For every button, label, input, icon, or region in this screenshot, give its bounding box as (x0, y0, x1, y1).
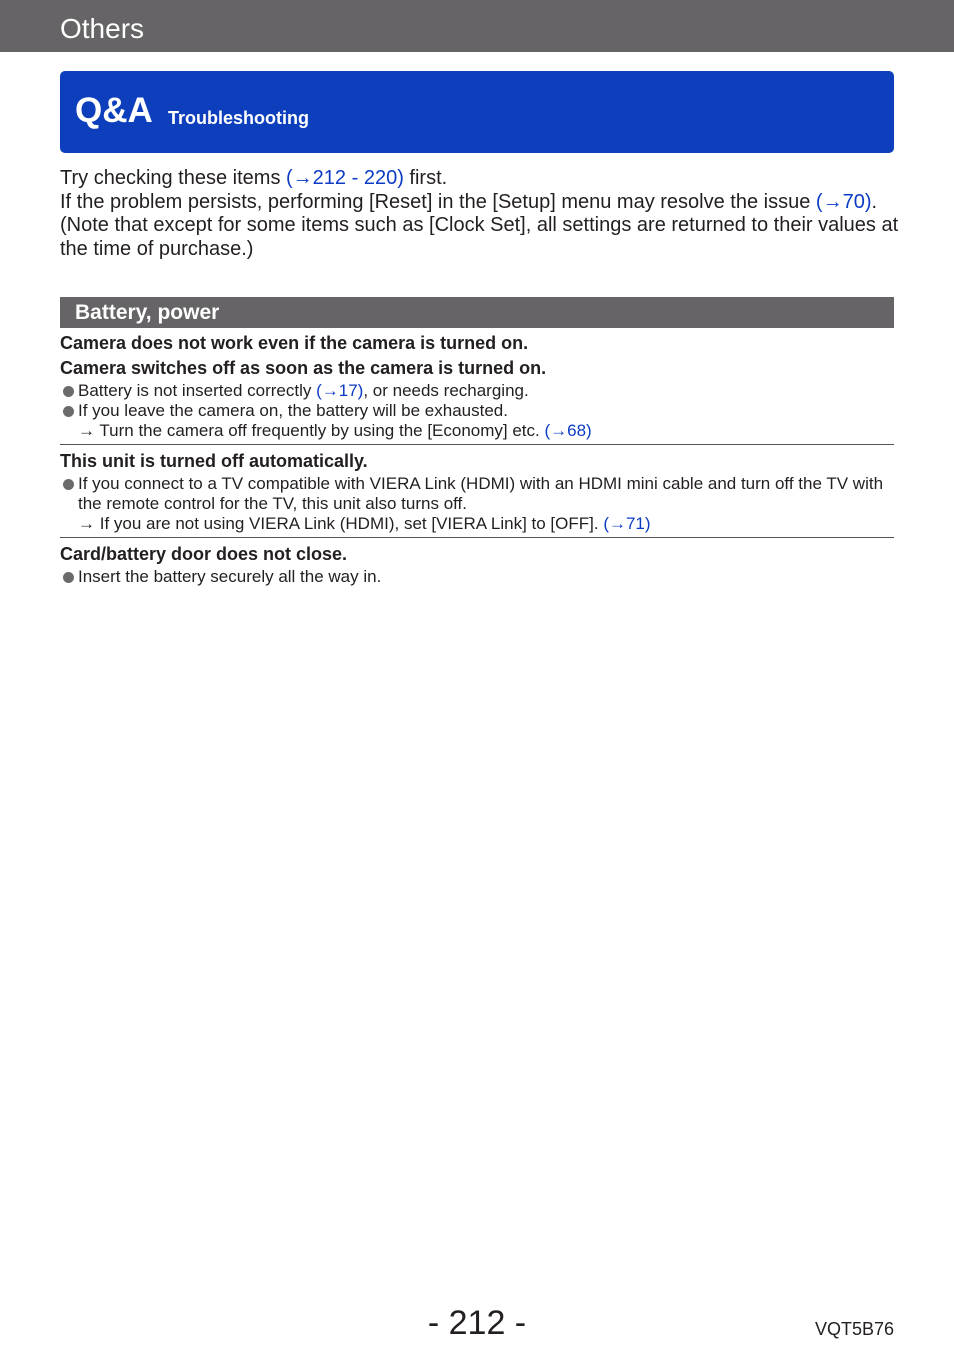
bullet-icon (63, 572, 74, 583)
document-code: VQT5B76 (814, 1319, 894, 1339)
intro-text-part: . (Note that except for some items such as [Clock Set], all settings are returned to their values at the time of purchase.) (60, 190, 899, 260)
answer-text: Battery is not inserted correctly (78, 381, 317, 400)
intro-line-2 (60, 191, 900, 262)
section-title: Others (60, 13, 145, 44)
bullet-icon (63, 386, 74, 397)
answer-followup (60, 514, 894, 534)
section-heading: Battery, power (75, 301, 220, 324)
question: This unit is turned off automatically. (60, 451, 368, 471)
answer-text: If you connect to a TV compatible with VIERA Link (HDMI) with an HDMI mini cable and turn off the TV with the remote control for the TV, this unit also turns off. (78, 474, 884, 513)
intro-text-part: If the problem persists, performing [Reset] in the [Setup] menu may resolve the issue (60, 190, 816, 213)
bullet-icon (63, 479, 74, 490)
answer-bullet (60, 474, 894, 514)
answer-text: → Turn the camera off frequently by using the [Economy] etc. (78, 421, 545, 440)
page-link[interactable]: (→70) (815, 190, 872, 213)
answer-bullet (60, 381, 894, 401)
top-header-bar (0, 0, 954, 52)
question: Camera switches off as soon as the camera is turned on. (60, 358, 547, 378)
intro-text-part: first. (403, 167, 448, 189)
page-link[interactable]: (→212 - 220) (286, 167, 404, 189)
answer-bullet (60, 567, 894, 587)
answer-text: → If you are not using VIERA Link (HDMI), set [VIERA Link] to [OFF]. (78, 514, 604, 533)
answer-text: Insert the battery securely all the way in. (78, 567, 382, 586)
banner-title: Q&A (75, 91, 153, 130)
qa-item (60, 542, 894, 590)
qa-item (60, 449, 894, 538)
qa-item (60, 331, 894, 445)
answer-text: If you leave the camera on, the battery will be exhausted. (78, 401, 508, 420)
bullet-icon (63, 406, 74, 417)
page-link[interactable]: (→71) (603, 514, 651, 533)
section-heading-bar (60, 297, 894, 328)
banner-subtitle: Troubleshooting (168, 108, 309, 128)
answer-bullet (60, 401, 894, 421)
page-link[interactable]: (→17) (316, 381, 364, 400)
answer-followup (60, 421, 894, 441)
page-link[interactable]: (→68) (544, 421, 592, 440)
qa-banner (60, 71, 894, 153)
intro-text-part: Try checking these items (60, 167, 287, 189)
question: Card/battery door does not close. (60, 544, 348, 564)
page-number: - 212 - (427, 1304, 527, 1342)
answer-text: , or needs recharging. (363, 381, 529, 400)
intro-line-1 (60, 167, 900, 191)
qa-list (60, 331, 894, 594)
question: Camera does not work even if the camera is turned on. (60, 333, 529, 353)
intro-text (60, 167, 900, 261)
